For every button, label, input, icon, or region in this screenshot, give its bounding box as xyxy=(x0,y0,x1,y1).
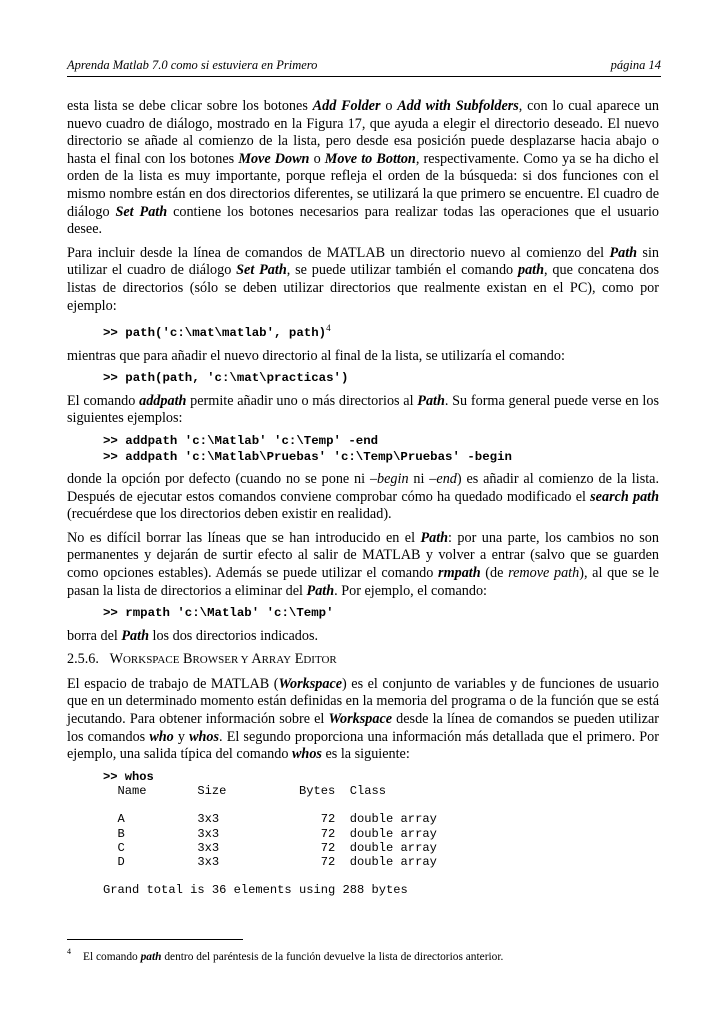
code-rmpath: >> rmpath 'c:\Matlab' 'c:\Temp' xyxy=(103,606,334,621)
footnote-ref: 4 xyxy=(326,323,331,334)
footnote-mark: 4 xyxy=(67,947,71,956)
code-addpath-examples xyxy=(67,434,659,465)
header-rule xyxy=(67,76,661,77)
paragraph-addpath-options: donde la opción por defecto (cuando no se pone ni –begin ni –end) es añadir al comienzo de la lista. Después de ejecutar estos comandos conviene comprobar cómo ha quedado modificado el search path (recuérdese que los directorios deben existir en realidad). xyxy=(67,471,659,523)
whos-output xyxy=(67,770,659,898)
code-line: >> addpath 'c:\Matlab' 'c:\Temp' -end xyxy=(103,434,379,449)
paragraph-path-end: mientras que para añadir el nuevo directorio al final de la lista, se utilizaría el comando: xyxy=(67,347,565,364)
paragraph-addpath: El comando addpath permite añadir uno o más directorios al Path. Su forma general puede verse en los siguientes ejemplos: xyxy=(67,392,659,427)
whos-row: D 3x3 72 double array xyxy=(103,855,437,870)
paragraph-rmpath: No es difícil borrar las líneas que se han introducido en el Path: por una parte, los cambios no son permanentes y dejarán de surtir efecto al salir de MATLAB y volver a entrar (salvo que se guarden como opciones estables). Además se puede utilizar el comando rmpath (de remove path), al que se le pasan la lista de directorios a eliminar del Path. Por ejemplo, el comando: xyxy=(67,529,659,599)
paragraph-rmpath-result: borra del Path los dos directorios indicados. xyxy=(67,627,319,644)
paragraph-set-path-buttons: esta lista se debe clicar sobre los botones Add Folder o Add with Subfolders, con lo cual aparece un nuevo cuadro de diálogo, mostrado en la Figura 17, que ayuda a elegir el directorio deseado. El nuevo directorio se añade al comienzo de la lista, pero desde esa posición puede desplazarse hacia abajo o hasta el final con los botones Move Down o Move to Botton, respectivamente. Como ya se ha dicho el orden de la lista es muy importante, porque refleja el orden de la búsqueda: si dos funciones con el mismo nombre están en dos directorios diferentes, se utilizará la que primero se encuentre. El cuadro de diálogo Set Path contiene los botones necesarios para realizar todas las operaciones que el usuario desee. xyxy=(67,98,659,238)
whos-row: A 3x3 72 double array xyxy=(103,812,437,827)
running-header-title: Aprenda Matlab 7.0 como si estuviera en Primero xyxy=(67,58,318,72)
whos-row: C 3x3 72 double array xyxy=(103,840,437,855)
whos-header: Name Size Bytes Class xyxy=(103,784,387,799)
page-number: página 14 xyxy=(610,58,661,72)
footnote: $^4$ El comando path dentro del paréntesis de la función devuelve la lista de directorios anterior. xyxy=(67,947,504,963)
code-path-begin: >> path('c:\mat\matlab', path)$^4$ xyxy=(103,323,331,341)
paragraph-workspace: El espacio de trabajo de MATLAB (Workspace) es el conjunto de variables y de funciones de usuario que en un determinado momento están definidas en la memoria del programa o de la función que se está jecutando. Para obtener información sobre el Workspace desde la línea de comandos se pueden utilizar los comandos who y whos. El segundo proporciona una información más detallada que el primero. Por ejemplo, una salida típica del comando whos es la siguiente: xyxy=(67,675,660,763)
whos-command: >> whos xyxy=(103,769,154,784)
footnote-rule xyxy=(67,939,243,940)
whos-row: B 3x3 72 double array xyxy=(103,826,437,841)
section-heading: 2.5.6. WORKSPACE BROWSER Y ARRAY EDITOR xyxy=(67,651,337,668)
body-text xyxy=(67,98,659,898)
code-line: >> addpath 'c:\Matlab\Pruebas' 'c:\Temp\Pruebas' -begin xyxy=(103,449,512,464)
code-path-end: >> path(path, 'c:\mat\practicas') xyxy=(103,371,349,386)
paragraph-path-command: Para incluir desde la línea de comandos de MATLAB un directorio nuevo al comienzo del Path sin utilizar el cuadro de diálogo Set Path, se puede utilizar también el comando path, que concatena dos listas de directorios (sólo se deben utilizar directorios que realmente existan en el PC), como por ejemplo: xyxy=(67,244,659,314)
whos-total: Grand total is 36 elements using 288 bytes xyxy=(103,883,408,898)
